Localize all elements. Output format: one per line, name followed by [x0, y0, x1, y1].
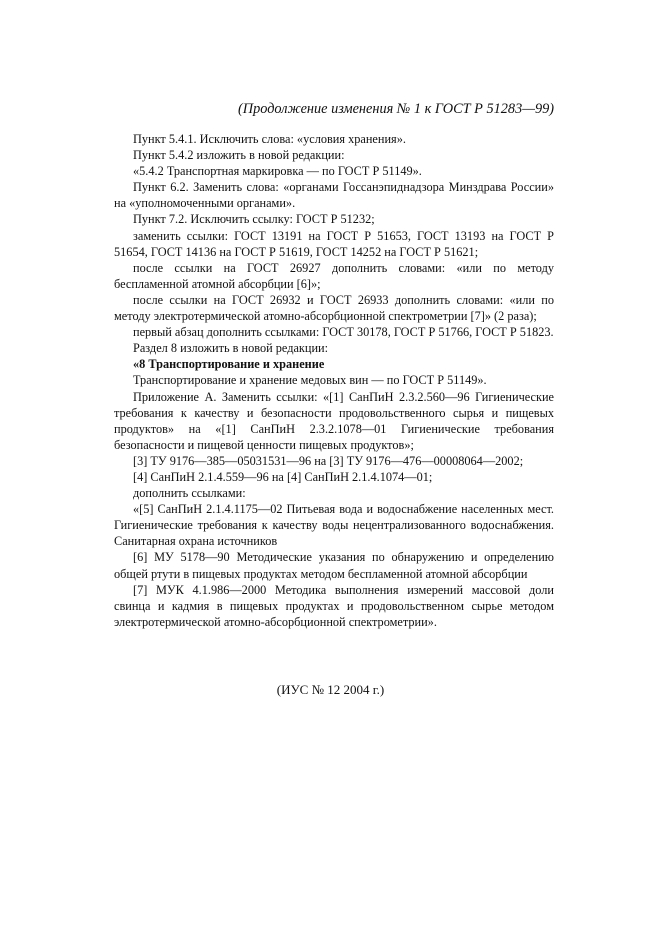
paragraph: Пункт 5.4.2 изложить в новой редакции:	[133, 148, 345, 163]
paragraph: Пункт 5.4.1. Исключить слова: «условия хранения».	[133, 132, 406, 146]
paragraph: Пункт 6.2. Заменить слова: «органами Госсанэпиднадзора Минздрава России» на «уполномоченными органами».	[114, 180, 554, 211]
paragraph: дополнить ссылками:	[133, 486, 246, 501]
paragraph: Приложение А. Заменить ссылки: «[1] СанПиН 2.3.2.560—96 Гигиенические требования к качеству и безопасности продовольственного сырья и пищевых продуктов» на «[1] СанПиН 2.3.2.1078—01 Гигиенические требования безопасности и пищевой ценности пищевых продуктов»;	[114, 389, 554, 452]
paragraph: Транспортирование и хранение медовых вин — по ГОСТ Р 51149».	[133, 373, 487, 388]
paragraph: первый абзац дополнить ссылками: ГОСТ 30178, ГОСТ Р 51766, ГОСТ Р 51823.	[133, 325, 554, 340]
paragraph: Раздел 8 изложить в новой редакции:	[133, 341, 329, 356]
paragraph: заменить ссылки: ГОСТ 13191 на ГОСТ Р 51653, ГОСТ 13193 на ГОСТ Р 51654, ГОСТ 14136 на ГОСТ Р 51619, ГОСТ 14252 на ГОСТ Р 51621;	[114, 228, 554, 259]
paragraph: [7] МУК 4.1.986—2000 Методика выполнения измерений массовой доли свинца и кадмия в пищевых продуктах и продовольственном сырье методом электротермической атомно-абсорбционной спектрометрии».	[114, 582, 554, 629]
paragraph: «5.4.2 Транспортная маркировка — по ГОСТ Р 51149».	[133, 164, 422, 179]
paragraph: «[5] СанПиН 2.1.4.1175—02 Питьевая вода и водоснабжение населенных мест. Гигиенические требования к качеству воды нецентрализованного водоснабжения. Санитарная охрана источников	[114, 502, 554, 549]
paragraph: Пункт 7.2. Исключить ссылку: ГОСТ Р 51232;	[133, 212, 375, 227]
document-body	[114, 131, 554, 630]
document-footer: (ИУС № 12 2004 г.)	[276, 682, 385, 697]
paragraph: [6] МУ 5178—90 Методические указания по обнаружению и определению общей ртути в пищевых продуктах методом беспламенной атомной абсорбции	[114, 550, 554, 581]
paragraph: [4] СанПиН 2.1.4.559—96 на [4] СанПиН 2.1.4.1074—01;	[133, 469, 433, 484]
paragraph: после ссылки на ГОСТ 26927 дополнить словами: «или по методу беспламенной атомной абсорбции [6]»;	[114, 260, 554, 291]
paragraph: [3] ТУ 9176—385—05031531—96 на [3] ТУ 9176—476—00008064—2002;	[133, 453, 524, 468]
document-header: (Продолжение изменения № 1 к ГОСТ Р 51283—99)	[238, 101, 554, 117]
section-heading: «8 Транспортирование и хранение	[133, 357, 325, 372]
paragraph: после ссылки на ГОСТ 26932 и ГОСТ 26933 дополнить словами: «или по методу электротермической атомно-абсорбционной спектрометрии [7]» (2 раза);	[114, 292, 554, 324]
